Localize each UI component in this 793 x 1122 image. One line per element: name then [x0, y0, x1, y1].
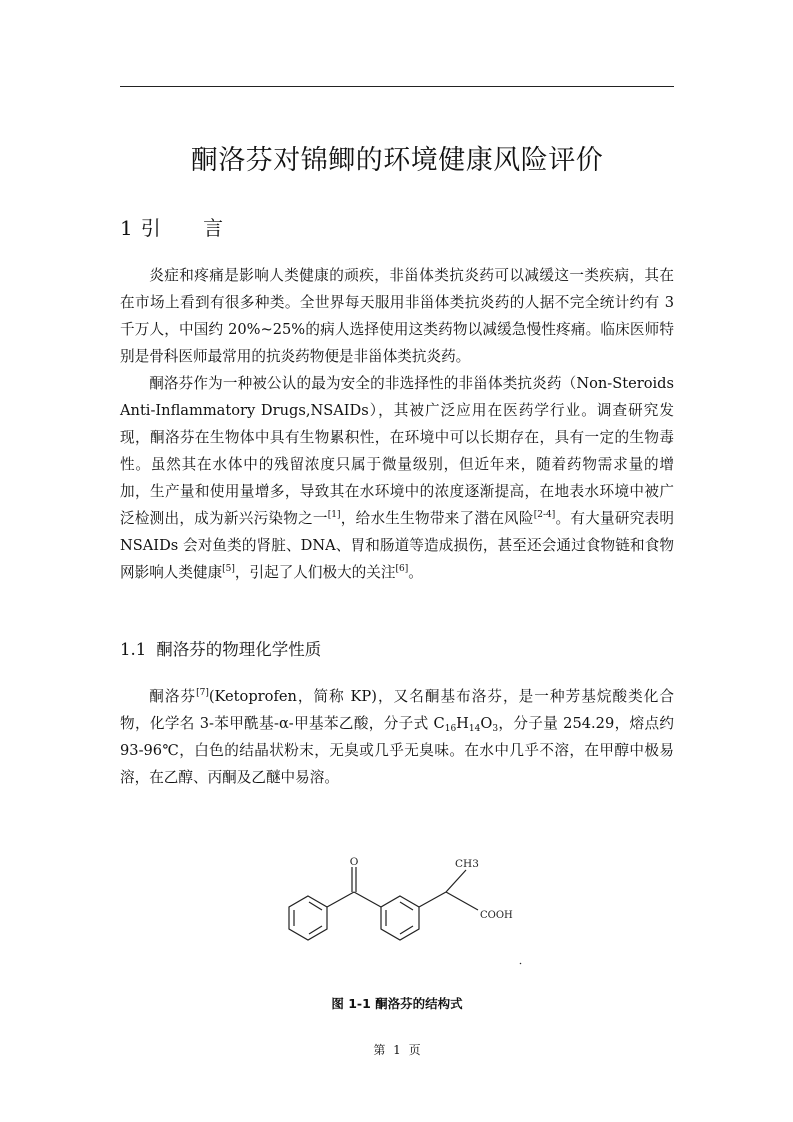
paragraph-3: 酮洛芬[7](Ketoprofen，简称 KP)，又名酮基布洛芬，是一种芳基烷酸类化合物，化学名 3-苯甲酰基-α-甲基苯乙酸，分子式 $C_{16}H_{14}O_3$，分子量 254.29，熔点约 93-96℃，白色的结晶状粉末，无臭或几乎无臭味。在水中几乎不溶，在甲醇中极易溶，在乙醇、丙酮及乙醚中易溶。: [120, 688, 674, 786]
citation-2-4: [2-4]: [533, 510, 556, 520]
subsection-number: 1.1: [120, 640, 147, 659]
structural-formula: [262, 852, 528, 968]
citation-6: [6]: [395, 564, 409, 574]
citation-1: [1]: [327, 510, 341, 520]
figure-caption: 图 1-1 酮洛芬的结构式: [331, 996, 463, 1011]
section-title: 引 言: [140, 216, 242, 240]
citation-5: [5]: [222, 564, 235, 574]
carboxyl-label: COOH: [480, 910, 513, 921]
methyl-label: CH3: [455, 858, 479, 870]
subsection-heading-properties: [120, 636, 321, 660]
paragraph-2: 酮洛芬作为一种被公认的最为安全的非选择性的非甾体类抗炎药（Non-Steroids Anti-Inflammatory Drugs,NSAIDs），其被广泛应用在医药学行业。调查研究发现，酮洛芬在生物体中具有生物累积性，在环境中可以长期存在，具有一定的生物毒性。虽然其在水体中的残留浓度只属于微量级别，但近年来，随着药物需求量的增加，生产量和使用量增多，导致其在水环境中的浓度逐渐提高，在地表水环境中被广泛检测出，成为新兴污染物之一[1]，给水生生物带来了潜在风险[2-4]。有大量研究表明 NSAIDs 会对鱼类的肾脏、DNA、胃和肠道等造成损伤，甚至还会通过食物链和食物网影响人类健康[5]，引起了人们极大的关注[6]。: [120, 375, 674, 581]
section-heading-introduction: [120, 212, 241, 241]
oxygen-label: O: [349, 856, 359, 868]
citation-7: [7]: [196, 688, 209, 698]
subsection-title: 酮洛芬的物理化学性质: [156, 640, 322, 659]
document-title: 酮洛芬对锦鲫的环境健康风险评价: [190, 145, 604, 176]
section-number: 1: [120, 216, 133, 240]
ketoprofen-structure-figure: [262, 852, 528, 968]
header-rule: [120, 86, 674, 87]
paragraph-1: 炎症和疼痛是影响人类健康的顽疾，非甾体类抗炎药可以减缓这一类疾病，其在在市场上看到有很多种类。全世界每天服用非甾体类抗炎药的人据不完全统计约有 3 千万人，中国约 20%~25%的病人选择使用这类药物以减缓急慢性疼痛。临床医师特别是骨科医师最常用的抗炎药物便是非甾体类抗炎药。: [120, 267, 674, 365]
page-number: 第 1 页: [373, 1043, 421, 1057]
